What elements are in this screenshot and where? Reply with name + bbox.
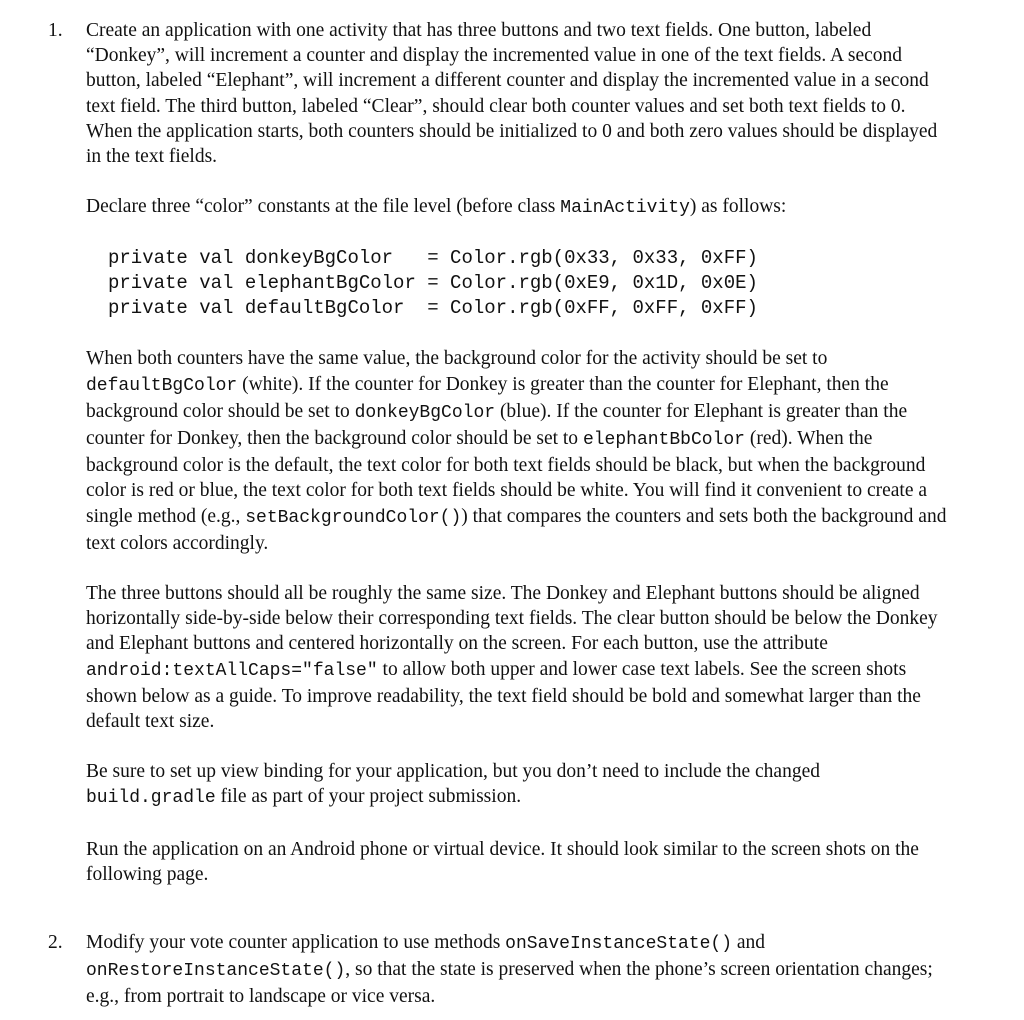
text-span: and: [732, 932, 766, 953]
text-span: Modify your vote counter application to use methods: [86, 932, 506, 953]
declare-intro-text: Declare three “color” constants at the file level (before class: [86, 196, 561, 218]
list-item-1: [48, 18, 948, 887]
code-line: private val defaultBgColor = Color.rgb(0xFF, 0xFF, 0xFF): [108, 297, 758, 320]
text-span: When both counters have the same value, the background color for the activity should be set to: [86, 348, 828, 370]
inline-code: elephantBbColor: [582, 430, 745, 451]
list-item-2: [48, 930, 948, 1010]
paragraph-buttons: [86, 581, 948, 734]
paragraph-save-state: [86, 930, 948, 1010]
text-span: ) that compares the counters and sets both the background and text colors accordingly.: [86, 505, 947, 554]
item-number: 2.: [48, 932, 63, 953]
inline-code: onRestoreInstanceState(): [86, 961, 346, 982]
inline-code: android:textAllCaps="false": [86, 660, 378, 681]
paragraph-run: Run the application on an Android phone or virtual device. It should look similar to the screen shots on the following page.: [86, 838, 919, 885]
inline-code: build.gradle: [86, 788, 216, 809]
paragraph-background-color: [86, 346, 948, 556]
item-body: [86, 930, 948, 1010]
code-block: [86, 246, 948, 321]
item-number: 1.: [48, 20, 63, 41]
code-line: private val donkeyBgColor = Color.rgb(0x33, 0x33, 0xFF): [108, 247, 758, 270]
paragraph-overview: Create an application with one activity that has three buttons and two text fields. One button, labeled “Donkey”, will increment a counter and display the incremented value in one of the text fields. A second button, labeled “Elephant”, will increment a different counter and display the incremented value in a second text field. The third button, labeled “Clear”, should clear both counter values and set both text fields to 0. When the application starts, both counters should be initialized to 0 and both zero values should be displayed in the text fields.: [86, 20, 938, 168]
text-span: (white). If the counter for Donkey is greater than the counter for Elephant, then the background color should be set to: [86, 373, 889, 422]
inline-code: defaultBgColor: [86, 375, 238, 396]
text-span: Be sure to set up view binding for your application, but you don’t need to include the changed: [86, 761, 820, 783]
inline-code: onSaveInstanceState(): [505, 934, 733, 954]
class-name-code: MainActivity: [560, 198, 690, 219]
paragraph-declare: [86, 194, 948, 221]
declare-tail-text: ) as follows:: [689, 196, 787, 218]
text-span: , so that the state is preserved when the phone’s screen orientation changes; e.g., from portrait to landscape or vice versa.: [86, 959, 933, 1008]
code-line: private val elephantBgColor = Color.rgb(0xE9, 0x1D, 0x0E): [108, 272, 758, 295]
text-span: file as part of your project submission.: [215, 786, 522, 808]
item-body: [86, 18, 948, 887]
text-span: (blue). If the counter for Elephant is greater than the counter for Donkey, then the background color should be set to: [86, 400, 908, 450]
inline-code: setBackgroundColor(): [245, 507, 462, 528]
text-span: to allow both upper and lower case text labels. See the screen shots shown below as a guide. To improve readability, the text field should be bold and somewhat larger than the default text size.: [86, 658, 921, 733]
text-span: (red). When the background color is the default, the text color for both text fields should be black, but when the background color is red or blue, the text color for both text fields should be white. You will find it convenient to create a single method (e.g.,: [86, 428, 928, 527]
text-span: The three buttons should all be roughly the same size. The Donkey and Elephant buttons should be aligned horizontally side-by-side below their corresponding text fields. The clear button should be below the Donkey and Elephant buttons and centered horizontally on the screen. For each button, use the attribute: [86, 583, 938, 655]
paragraph-view-binding: [86, 759, 948, 811]
inline-code: donkeyBgColor: [354, 402, 496, 423]
